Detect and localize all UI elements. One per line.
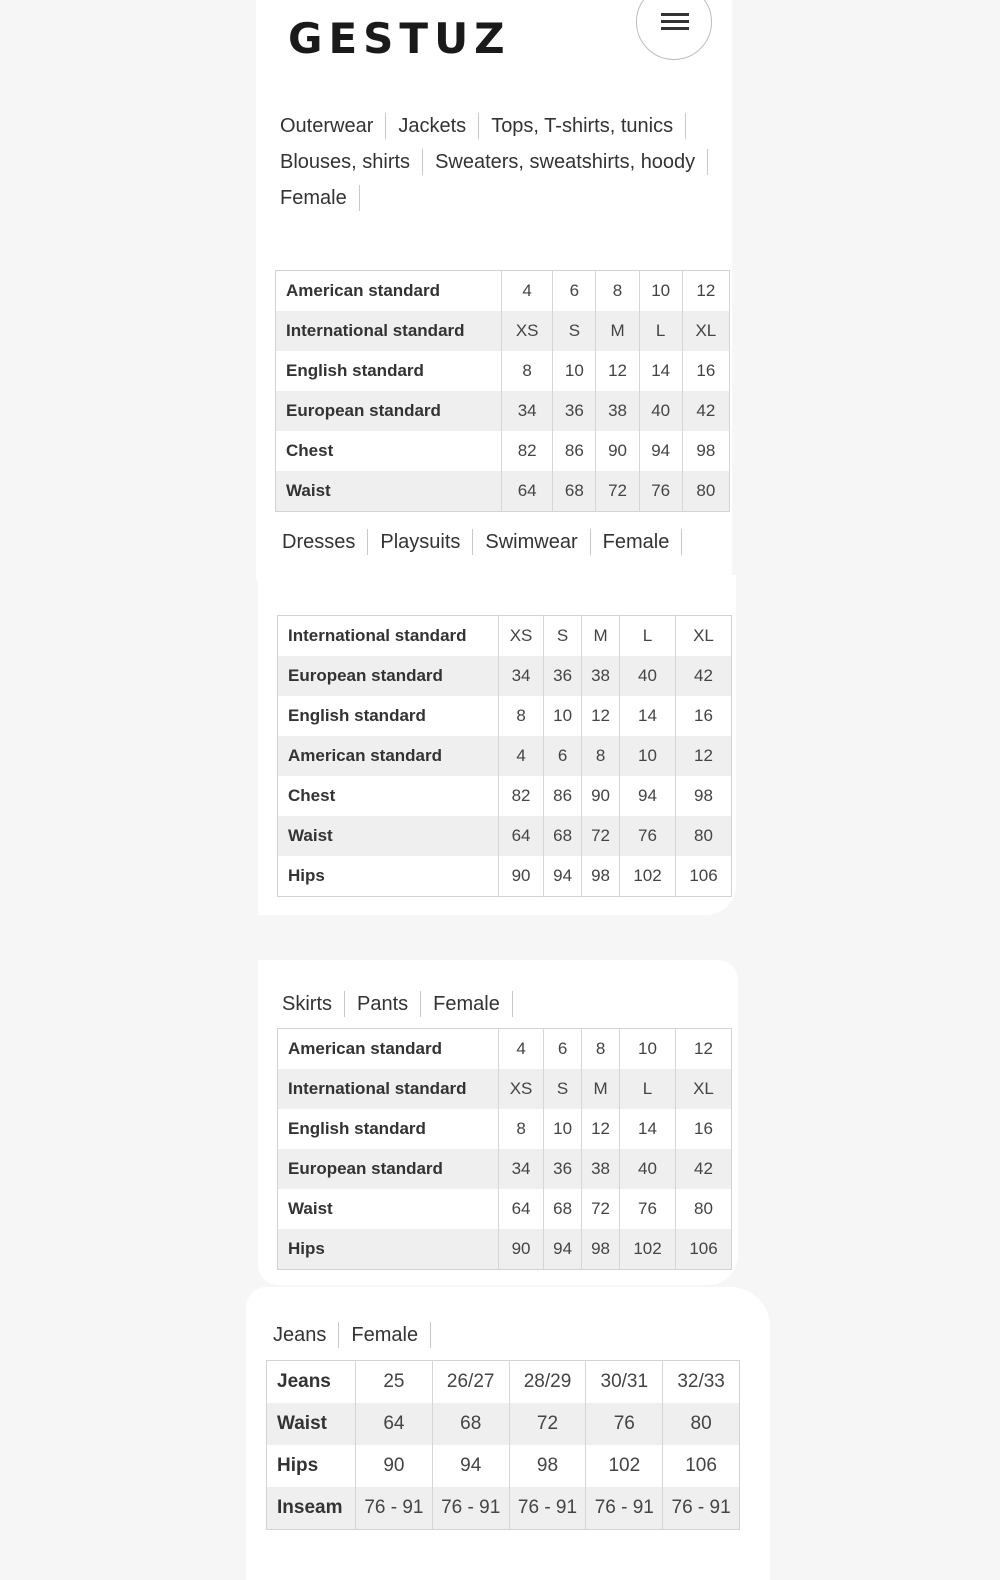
row-label: International standard (278, 616, 499, 657)
size-cell: 42 (682, 391, 729, 431)
table-row (276, 431, 730, 471)
category-list-tops (280, 113, 730, 211)
table-row (276, 311, 730, 351)
size-cell: 98 (582, 1229, 620, 1270)
size-cell: 10 (544, 696, 582, 736)
size-cell: S (544, 1069, 582, 1109)
hamburger-menu-icon (661, 13, 689, 16)
size-cell: 25 (356, 1361, 433, 1404)
size-cell: XL (676, 616, 732, 657)
size-cell: 10 (620, 1029, 676, 1070)
size-cell: L (639, 311, 682, 351)
size-cell: 90 (356, 1445, 433, 1487)
size-cell: 40 (639, 391, 682, 431)
size-cell: 64 (356, 1403, 433, 1445)
size-cell: 38 (596, 391, 639, 431)
category-list-skirts (282, 991, 732, 1017)
size-cell: 16 (676, 696, 732, 736)
size-cell: 36 (544, 1149, 582, 1189)
size-cell: 98 (509, 1445, 586, 1487)
size-cell: 68 (553, 471, 596, 512)
hamburger-menu-icon-bar (661, 27, 689, 30)
category-list-dresses (282, 529, 732, 555)
row-label: Chest (278, 776, 499, 816)
size-cell: 8 (582, 1029, 620, 1070)
row-label: American standard (278, 736, 499, 776)
size-cell: 68 (544, 816, 582, 856)
size-cell: 14 (620, 1109, 676, 1149)
table-row (278, 736, 732, 776)
category-link[interactable]: Sweaters, sweatshirts, hoody (423, 149, 708, 175)
size-cell: 4 (499, 736, 544, 776)
size-cell: 98 (582, 856, 620, 897)
size-cell: XL (682, 311, 729, 351)
size-cell: 8 (499, 1109, 544, 1149)
table-row (278, 856, 732, 897)
size-cell: 8 (499, 696, 544, 736)
category-link[interactable]: Pants (345, 991, 421, 1017)
size-table-jeans (266, 1360, 740, 1530)
size-cell: XS (499, 1069, 544, 1109)
size-cell: 64 (499, 1189, 544, 1229)
size-cell: 68 (544, 1189, 582, 1229)
row-label: Jeans (267, 1361, 356, 1404)
size-cell: 106 (676, 856, 732, 897)
category-link[interactable]: Swimwear (473, 529, 590, 555)
row-label: American standard (276, 271, 502, 312)
category-link[interactable]: Dresses (282, 529, 368, 555)
size-cell: 36 (553, 391, 596, 431)
size-cell: 72 (582, 1189, 620, 1229)
size-cell: 64 (499, 816, 544, 856)
size-table-dresses (277, 615, 732, 897)
size-cell: 42 (676, 1149, 732, 1189)
size-cell: S (553, 311, 596, 351)
size-cell: 94 (432, 1445, 509, 1487)
table-row (278, 1149, 732, 1189)
size-cell: 98 (676, 776, 732, 816)
row-label: English standard (278, 696, 499, 736)
size-cell: 40 (620, 656, 676, 696)
size-cell: 86 (553, 431, 596, 471)
size-cell: 12 (596, 351, 639, 391)
table-row (278, 1029, 732, 1070)
size-cell: 26/27 (432, 1361, 509, 1404)
row-label: Waist (278, 1189, 499, 1229)
size-cell: 102 (586, 1445, 663, 1487)
category-link[interactable]: Female (421, 991, 513, 1017)
table-row (278, 616, 732, 657)
table-row (278, 1069, 732, 1109)
size-cell: 64 (502, 471, 553, 512)
row-label: Waist (276, 471, 502, 512)
size-cell: 76 (620, 816, 676, 856)
table-row (267, 1361, 740, 1404)
table-row (276, 351, 730, 391)
size-cell: 12 (676, 736, 732, 776)
size-cell: 94 (620, 776, 676, 816)
category-link[interactable]: Jeans (273, 1322, 339, 1348)
row-label: Chest (276, 431, 502, 471)
size-cell: 28/29 (509, 1361, 586, 1404)
row-label: Hips (267, 1445, 356, 1487)
size-cell: 76 (639, 471, 682, 512)
size-cell: 10 (544, 1109, 582, 1149)
table-row (278, 1109, 732, 1149)
size-cell: 80 (682, 471, 729, 512)
table-row (276, 391, 730, 431)
size-cell: 12 (682, 271, 729, 312)
size-cell: 82 (502, 431, 553, 471)
size-cell: 82 (499, 776, 544, 816)
size-cell: 76 (586, 1403, 663, 1445)
category-link[interactable]: Tops, T-shirts, tunics (479, 113, 686, 139)
size-cell: 14 (620, 696, 676, 736)
size-cell: 76 - 91 (509, 1487, 586, 1530)
size-cell: 10 (553, 351, 596, 391)
size-cell: 6 (544, 736, 582, 776)
category-link[interactable]: Blouses, shirts (280, 149, 423, 175)
size-cell: 12 (582, 696, 620, 736)
size-cell: 72 (582, 816, 620, 856)
size-cell: 36 (544, 656, 582, 696)
category-link[interactable]: Female (280, 185, 360, 211)
size-cell: 16 (676, 1109, 732, 1149)
size-cell: 80 (676, 816, 732, 856)
size-cell: XS (502, 311, 553, 351)
row-label: Hips (278, 1229, 499, 1270)
row-label: European standard (278, 656, 499, 696)
size-cell: 72 (509, 1403, 586, 1445)
size-cell: 4 (502, 271, 553, 312)
category-link[interactable]: Skirts (282, 991, 345, 1017)
size-cell: 90 (582, 776, 620, 816)
size-cell: 12 (582, 1109, 620, 1149)
size-cell: 14 (639, 351, 682, 391)
table-row (278, 656, 732, 696)
table-row (278, 816, 732, 856)
size-cell: 102 (620, 856, 676, 897)
size-cell: 6 (553, 271, 596, 312)
size-cell: 38 (582, 656, 620, 696)
size-cell: XS (499, 616, 544, 657)
size-cell: S (544, 616, 582, 657)
size-cell: 90 (499, 856, 544, 897)
row-label: English standard (278, 1109, 499, 1149)
size-cell: 30/31 (586, 1361, 663, 1404)
brand-logo[interactable]: GESTUZ (288, 14, 511, 63)
row-label: American standard (278, 1029, 499, 1070)
size-cell: L (620, 616, 676, 657)
size-cell: 94 (639, 431, 682, 471)
size-cell: 98 (682, 431, 729, 471)
row-label: English standard (276, 351, 502, 391)
size-cell: M (596, 311, 639, 351)
row-label: Waist (267, 1403, 356, 1445)
size-cell: 80 (663, 1403, 740, 1445)
size-cell: XL (676, 1069, 732, 1109)
size-cell: 8 (596, 271, 639, 312)
size-cell: 86 (544, 776, 582, 816)
size-cell: 94 (544, 856, 582, 897)
size-cell: 76 - 91 (432, 1487, 509, 1530)
category-link[interactable]: Outerwear (280, 113, 386, 139)
size-cell: M (582, 616, 620, 657)
size-cell: M (582, 1069, 620, 1109)
size-cell: 106 (676, 1229, 732, 1270)
size-cell: 76 (620, 1189, 676, 1229)
size-cell: 32/33 (663, 1361, 740, 1404)
size-cell: 90 (596, 431, 639, 471)
size-cell: 72 (596, 471, 639, 512)
size-cell: 106 (663, 1445, 740, 1487)
table-row (267, 1403, 740, 1445)
size-cell: 40 (620, 1149, 676, 1189)
row-label: Inseam (267, 1487, 356, 1530)
size-cell: 76 - 91 (663, 1487, 740, 1530)
category-link[interactable]: Female (339, 1322, 431, 1348)
row-label: International standard (278, 1069, 499, 1109)
row-label: Waist (278, 816, 499, 856)
size-cell: 76 - 91 (586, 1487, 663, 1530)
table-row (278, 1229, 732, 1270)
size-cell: 4 (499, 1029, 544, 1070)
size-cell: 8 (502, 351, 553, 391)
table-row (267, 1487, 740, 1530)
size-cell: 16 (682, 351, 729, 391)
size-table-skirts (277, 1028, 732, 1270)
table-row (276, 471, 730, 512)
category-link[interactable]: Female (591, 529, 683, 555)
table-row (276, 271, 730, 312)
size-cell: 12 (676, 1029, 732, 1070)
table-row (267, 1445, 740, 1487)
category-link[interactable]: Playsuits (368, 529, 473, 555)
size-cell: 34 (499, 656, 544, 696)
row-label: European standard (278, 1149, 499, 1189)
hamburger-menu-icon-bar (661, 20, 689, 23)
size-cell: 34 (502, 391, 553, 431)
size-cell: 38 (582, 1149, 620, 1189)
row-label: European standard (276, 391, 502, 431)
size-cell: 10 (639, 271, 682, 312)
size-cell: 68 (432, 1403, 509, 1445)
table-row (278, 696, 732, 736)
size-cell: L (620, 1069, 676, 1109)
size-cell: 10 (620, 736, 676, 776)
category-list-jeans (273, 1322, 723, 1348)
size-cell: 42 (676, 656, 732, 696)
size-cell: 102 (620, 1229, 676, 1270)
size-cell: 6 (544, 1029, 582, 1070)
row-label: International standard (276, 311, 502, 351)
size-cell: 34 (499, 1149, 544, 1189)
table-row (278, 1189, 732, 1229)
size-table-tops (275, 270, 730, 512)
category-link[interactable]: Jackets (386, 113, 479, 139)
size-cell: 76 - 91 (356, 1487, 433, 1530)
table-row (278, 776, 732, 816)
size-cell: 94 (544, 1229, 582, 1270)
size-cell: 8 (582, 736, 620, 776)
size-cell: 80 (676, 1189, 732, 1229)
row-label: Hips (278, 856, 499, 897)
size-cell: 90 (499, 1229, 544, 1270)
